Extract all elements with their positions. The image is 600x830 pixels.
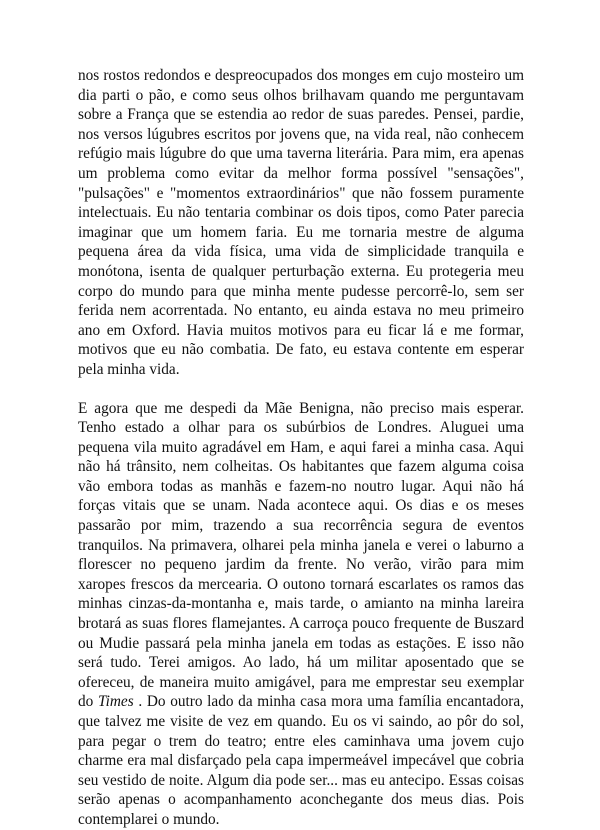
times-title: Times [97, 693, 134, 711]
paragraph-1-text: nos rostos redondos e despreocupados dos monges em cujo mosteiro um dia parti o pão, e como seus olhos brilhavam quando me perguntavam sobre a França que se estendia ao redor de suas paredes. Pensei, pardie, nos versos lúgubres escritos por jovens que, na vida real, não conhecem refúgio mais lúgubre do que uma taverna literária. Para mim, era apenas um problema como evitar da melhor forma possível "sensações", "pulsações" e "momentos extraordinários" que não fossem puramente intelectuais. Eu não tentaria combinar os dois tipos, como Pater parecia imaginar que um homem faria. Eu me tornaria mestre de alguma pequena área da vida física, uma vida de simplicidade tranquila e monótona, isenta de qualquer perturbação externa. Eu protegeria meu corpo do mundo para que minha mente pudesse percorrê-lo, sem ser ferida nem acorrentada. No entanto, eu ainda estava no meu primeiro ano em Oxford. Havia muitos motivos para eu ficar lá e me formar, motivos que eu não combatia. De fato, eu estava contente em esperar pela minha vida. [78, 67, 524, 378]
paragraph-2-text-start: E agora que me despedi da Mãe Benigna, não preciso mais esperar. Tenho estado a olhar para os subúrbios de Londres. Aluguei uma pequena vila muito agradável em Ham, e aqui farei a minha casa. Aqui não há trânsito, nem colheitas. Os habitantes que fazem alguma coisa vão embora todas as manhãs e fazem-no noutro lugar. Aqui não há forças vitais que se unam. Nada acontece aqui. Os dias e os meses passarão por mim, trazendo a sua recorrência segura de eventos tranquilos. Na primavera, olharei pela minha janela e verei o laburno a florescer no pequeno jardim da frente. No verão, virão para mim xaropes frescos da mercearia. O outono tornará escarlates os ramos das minhas cinzas-da-montanha e, mais tarde, o amianto na minha lareira brotará as suas flores flamejantes. A carroça pouco frequente de Buszard ou Mudie passará pela minha janela em todas as estações. E isso não será tudo. Terei amigos. Ao lado, há um militar aposentado que se ofereceu, de maneira muito amigável, para me emprestar seu exemplar do [78, 399, 524, 711]
paragraph-1 [78, 66, 524, 380]
paragraph-2-text-end: . Do outro lado da minha casa mora uma família encantadora, que talvez me visite de vez em quando. Eu os vi saindo, ao pôr do sol, para pegar o trem do teatro; entre eles caminhava uma jovem cujo charme era mal disfarçado pela capa impermeável impecável que cobria seu vestido de noite. Algum dia pode ser... mas eu antecipo. Essas coisas serão apenas o acompanhamento aconchegante dos meus dias. Pois contemplarei o mundo. [78, 693, 524, 828]
paragraph-2 [78, 399, 524, 830]
document-page [78, 66, 524, 830]
